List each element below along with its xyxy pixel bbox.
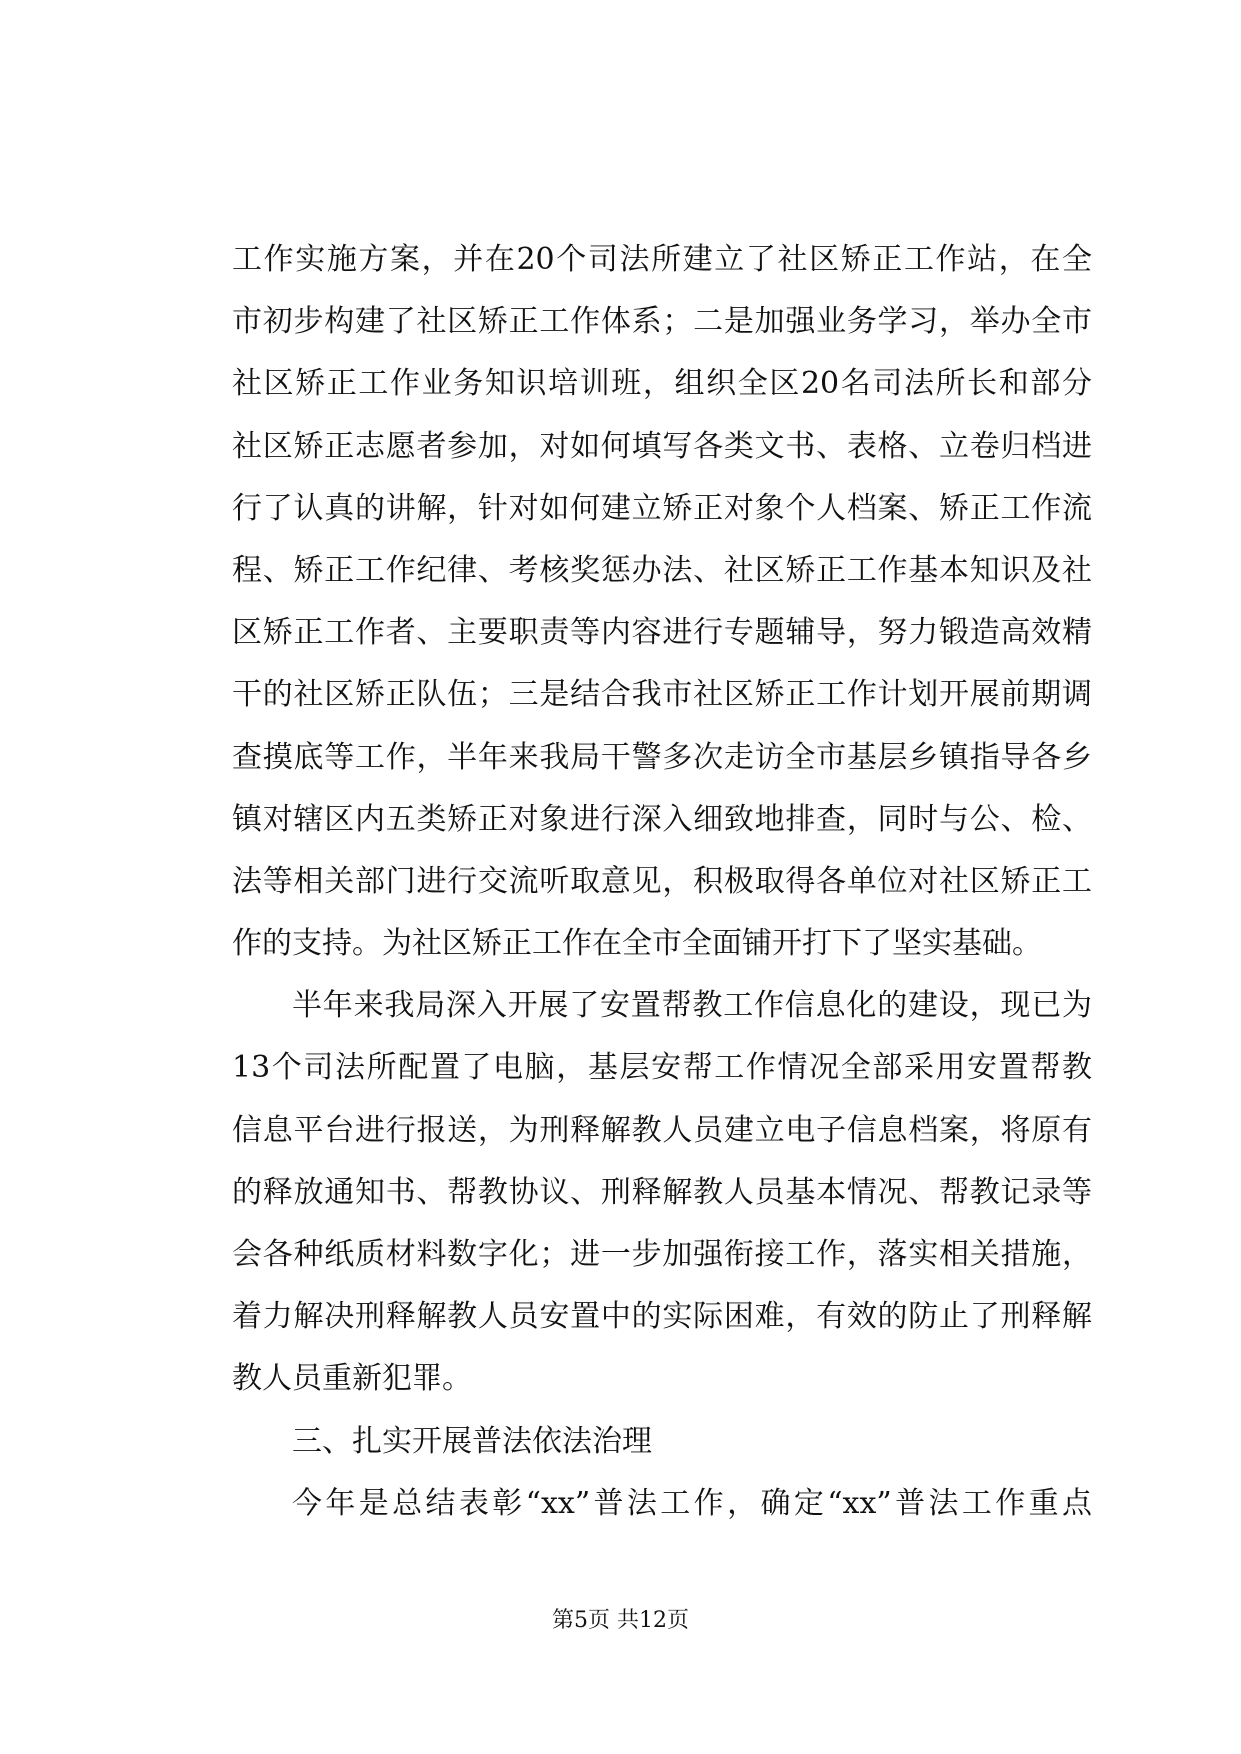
- paragraph-2-line-3: 信息平台进行报送，为刑释解教人员建立电子信息档案，将原有: [232, 1112, 1092, 1148]
- paragraph-1-line-12: 作的支持。为社区矫正工作在全市全面铺开打下了坚实基础。: [232, 926, 1042, 962]
- paragraph-2-line-7: 教人员重新犯罪。: [232, 1361, 472, 1397]
- paragraph-2-line-2: 13个司法所配置了电脑，基层安帮工作情况全部采用安置帮教: [232, 1050, 1092, 1086]
- paragraph-1-line-2: 市初步构建了社区矫正工作体系；二是加强业务学习，举办全市: [232, 304, 1092, 340]
- document-body: [232, 229, 1092, 1535]
- paragraph-4-line-1: 今年是总结表彰“xx”普法工作，确定“xx”普法工作重点: [292, 1485, 1092, 1521]
- paragraph-2-line-1: 半年来我局深入开展了安置帮教工作信息化的建设，现已为: [292, 988, 1092, 1024]
- paragraph-2-line-4: 的释放通知书、帮教协议、刑释解教人员基本情况、帮教记录等: [232, 1174, 1092, 1210]
- paragraph-1-line-8: 干的社区矫正队伍；三是结合我市社区矫正工作计划开展前期调: [232, 677, 1092, 713]
- paragraph-1-line-7: 区矫正工作者、主要职责等内容进行专题辅导，努力锻造高效精: [232, 615, 1092, 651]
- paragraph-1-line-1: 工作实施方案，并在20个司法所建立了社区矫正工作站，在全: [232, 242, 1092, 277]
- page-number-footer: 第5页 共12页: [552, 1608, 689, 1633]
- paragraph-1-line-10: 镇对辖区内五类矫正对象进行深入细致地排查，同时与公、检、: [232, 801, 1092, 837]
- paragraph-2-line-5: 会各种纸质材料数字化；进一步加强衔接工作，落实相关措施，: [232, 1237, 1092, 1272]
- paragraph-2-line-6: 着力解决刑释解教人员安置中的实际困难，有效的防止了刑释解: [232, 1299, 1092, 1335]
- paragraph-1-line-11: 法等相关部门进行交流听取意见，积极取得各单位对社区矫正工: [232, 863, 1092, 899]
- section-heading: 三、扎实开展普法依法治理: [292, 1423, 652, 1459]
- paragraph-1-line-3: 社区矫正工作业务知识培训班，组织全区20名司法所长和部分: [232, 366, 1092, 402]
- paragraph-1-line-9: 查摸底等工作，半年来我局干警多次走访全市基层乡镇指导各乡: [232, 739, 1092, 775]
- paragraph-1-line-4: 社区矫正志愿者参加，对如何填写各类文书、表格、立卷归档进: [232, 428, 1092, 464]
- paragraph-1-line-5: 行了认真的讲解，针对如何建立矫正对象个人档案、矫正工作流: [232, 490, 1092, 526]
- paragraph-1-line-6: 程、矫正工作纪律、考核奖惩办法、社区矫正工作基本知识及社: [232, 552, 1092, 588]
